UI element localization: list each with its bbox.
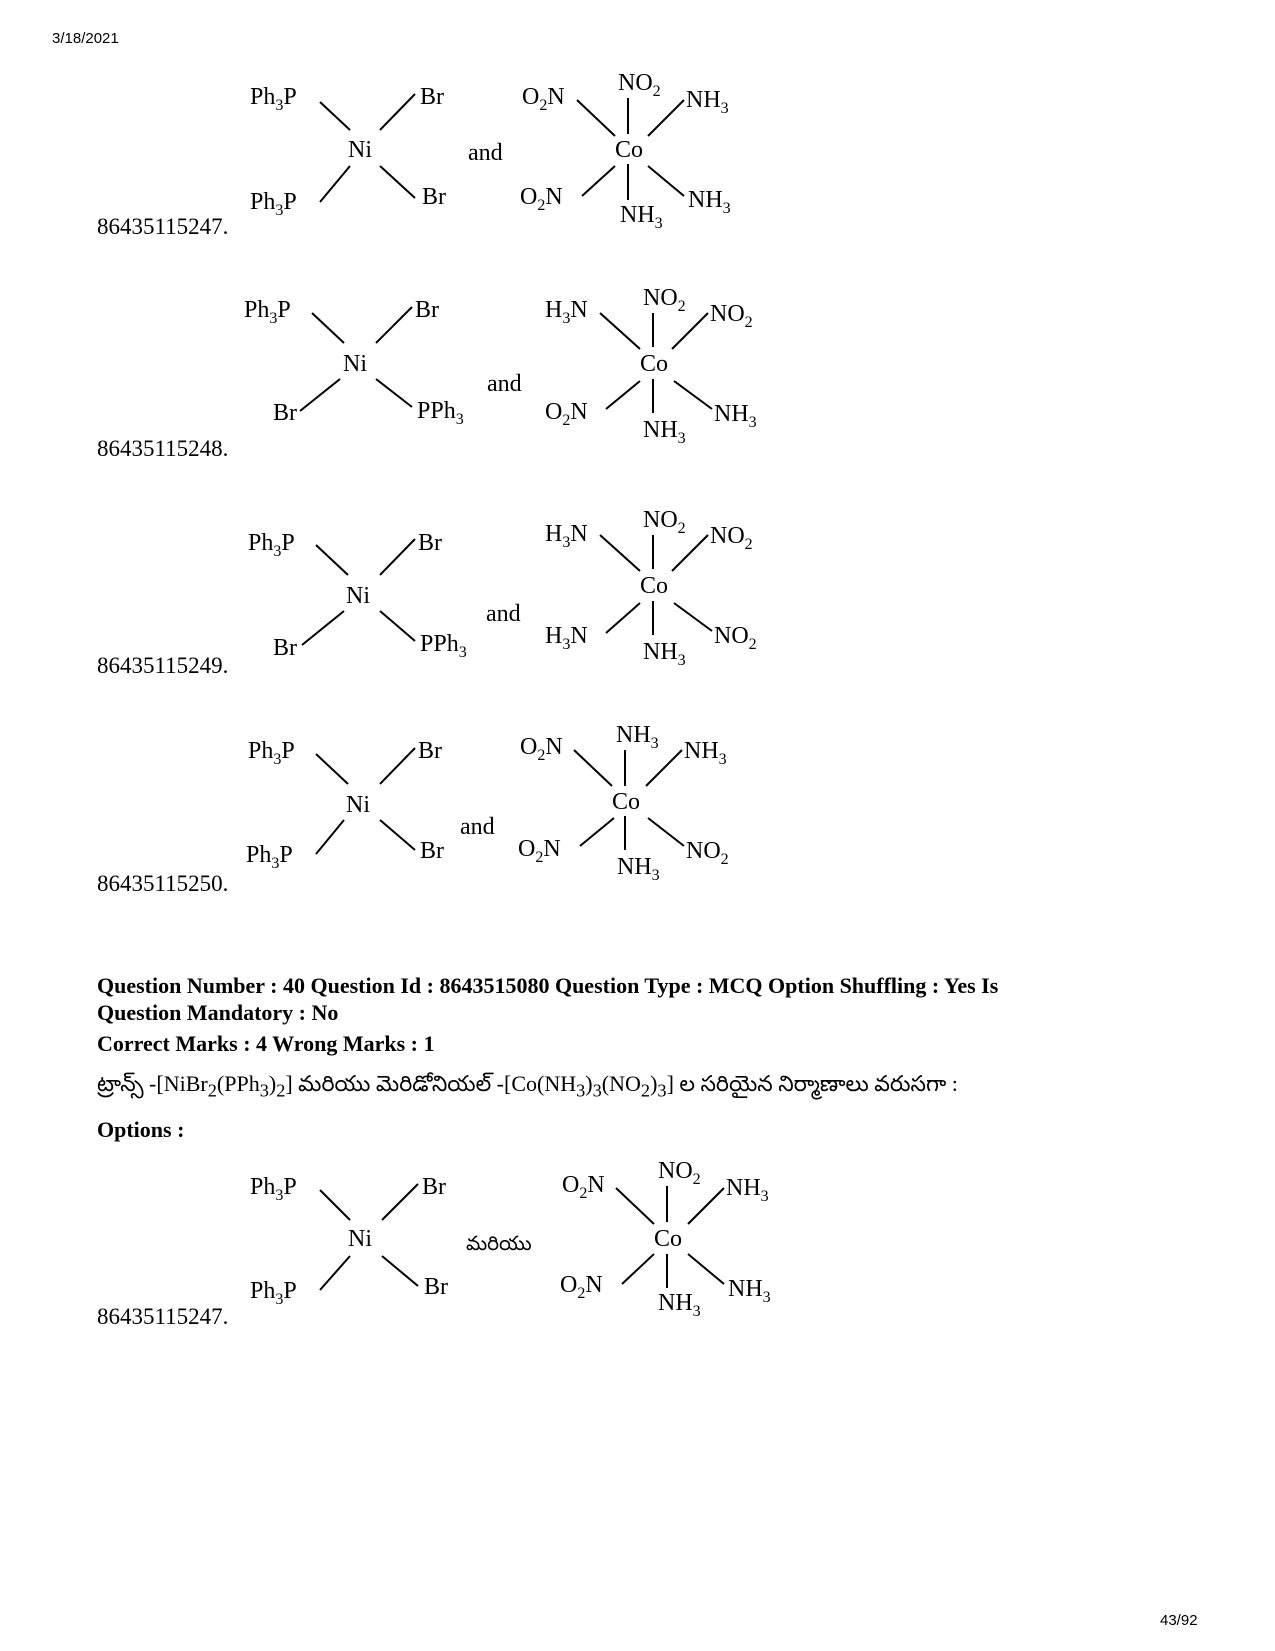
ligand-br: Br	[420, 84, 444, 110]
connector-and: and	[468, 140, 503, 166]
svg-text:NH3: $NH_3$	[686, 87, 729, 117]
svg-text:NO2: $NO_2$	[658, 1158, 701, 1188]
svg-text:Ph3P: $Ph_3P$	[250, 1174, 297, 1204]
svg-text:NO2: $NO_2$	[686, 838, 729, 868]
structure-option-2	[240, 283, 800, 458]
structure-option-4	[240, 720, 800, 895]
question-text: ట్రాన్స్ $-[NiBr_2(PPh_3)_2]$ మరియు మెరిడోనియల్ $-[Co(NH_3)_3(NO_2)_3]$ ల సరియైన నిర్మాణాలు వరుసగా :	[97, 1071, 958, 1101]
svg-text:NO2: $NO_2$	[714, 623, 757, 653]
svg-text:Br: Br	[418, 738, 442, 764]
svg-text:Ph3P: $Ph_3P$	[250, 1278, 297, 1308]
svg-text:Ph3P: $Ph_3P$	[248, 738, 295, 768]
svg-text:Br: Br	[273, 400, 297, 426]
option-id: 86435115247.	[97, 214, 229, 239]
svg-text:O2N: $O_2N$	[562, 1172, 605, 1202]
svg-text:NH3: $NH_3$	[643, 417, 686, 447]
metal-ni: Ni	[348, 137, 372, 163]
structure-option-1-telugu	[240, 1150, 820, 1325]
svg-text:NO2: $NO_2$	[618, 70, 661, 100]
svg-text:NH3: $NH_3$	[643, 639, 686, 669]
svg-text:O2N: $O_2N$	[522, 84, 565, 114]
svg-text:O2N: $O_2N$	[560, 1272, 603, 1302]
svg-text:Br: Br	[420, 838, 444, 864]
svg-text:Ni: Ni	[346, 583, 370, 609]
svg-text:NH3: $NH_3$	[714, 401, 757, 431]
svg-text:Ni: Ni	[343, 351, 367, 377]
option-id: 86435115249.	[97, 653, 229, 678]
svg-text:NH3: $NH_3$	[684, 738, 727, 768]
svg-text:O2N: $O_2N$	[520, 734, 563, 764]
svg-text:and: and	[460, 814, 495, 840]
svg-text:Co: Co	[640, 573, 669, 599]
svg-text:PPh3: PPh$_3$	[417, 398, 464, 428]
print-date: 3/18/2021	[52, 30, 119, 47]
svg-text:Co: Co	[640, 351, 669, 377]
connector-telugu: మరియు	[466, 1231, 532, 1255]
svg-text:H3N: $H_3N$	[545, 623, 588, 653]
svg-text:NO2: $NO_2$	[643, 285, 686, 315]
ligand-ph3p: $Ph_3P$	[250, 84, 297, 114]
svg-text:Ph3P: $Ph_3P$	[248, 530, 295, 560]
svg-text:Ni: Ni	[348, 1226, 372, 1252]
svg-text:NH3: $NH_3$	[620, 202, 663, 232]
structure-option-3	[240, 505, 800, 680]
svg-text:Co: Co	[612, 789, 641, 815]
structure-option-1	[240, 62, 800, 237]
svg-text:and: and	[486, 601, 521, 627]
svg-text:Br: Br	[415, 297, 439, 323]
svg-text:H3N: $H_3N$	[545, 297, 588, 327]
svg-text:Br: Br	[424, 1274, 448, 1300]
svg-text:PPh3: PPh$_3$	[420, 631, 467, 661]
svg-text:Co: Co	[615, 137, 644, 163]
options-label: Options :	[97, 1117, 185, 1142]
question-meta-line-1: Question Number : 40 Question Id : 8643515080 Question Type : MCQ Option Shuffling : Yes Is	[97, 973, 999, 998]
svg-text:O2N: $O_2N$	[520, 184, 563, 214]
svg-text:Co: Co	[654, 1226, 683, 1252]
option-id: 86435115250.	[97, 871, 229, 896]
svg-text:NH3: $NH_3$	[616, 722, 659, 752]
svg-text:Ph3P: $Ph_3P$	[246, 842, 293, 872]
svg-text:H3N: $H_3N$	[545, 521, 588, 551]
svg-text:NO2: $NO_2$	[710, 523, 753, 553]
svg-text:Br: Br	[418, 530, 442, 556]
svg-text:Br: Br	[422, 1174, 446, 1200]
option-id: 86435115247.	[97, 1304, 229, 1329]
svg-text:O2N: $O_2N$	[545, 399, 588, 429]
question-header	[97, 972, 1197, 1057]
svg-text:Ph3P: $Ph_3P$	[244, 297, 291, 327]
svg-text:NH3: $NH_3$	[617, 854, 660, 884]
option-id: 86435115248.	[97, 436, 229, 461]
svg-text:and: and	[487, 371, 522, 397]
svg-text:NO2: $NO_2$	[643, 507, 686, 537]
svg-text:Br: Br	[273, 635, 297, 661]
question-marks: Correct Marks : 4 Wrong Marks : 1	[97, 1031, 435, 1056]
svg-text:O2N: $O_2N$	[518, 836, 561, 866]
svg-text:Ni: Ni	[346, 792, 370, 818]
ligand-br: Br	[422, 184, 446, 210]
svg-text:NH3: $NH_3$	[726, 1175, 769, 1205]
question-meta-line-2: Question Mandatory : No	[97, 1000, 339, 1025]
svg-text:NO2: $NO_2$	[710, 301, 753, 331]
page-number: 43/92	[1160, 1612, 1198, 1629]
svg-text:NH3: $NH_3$	[688, 187, 731, 217]
svg-text:NH3: $NH_3$	[658, 1290, 701, 1320]
ligand-ph3p: $Ph_3P$	[250, 189, 297, 219]
svg-text:NH3: $NH_3$	[728, 1276, 771, 1306]
